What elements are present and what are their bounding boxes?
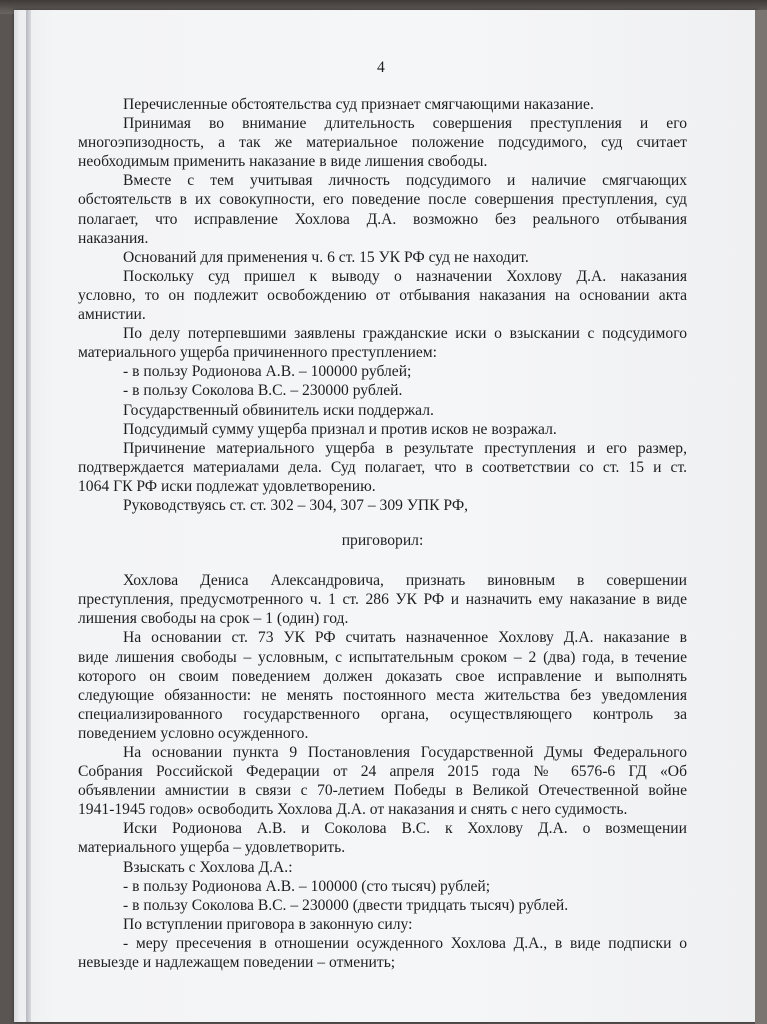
text-line: - в пользу Родионова А.В. – 100000 рублей;: [123, 363, 412, 381]
paragraph: [78, 420, 687, 439]
paragraph: [78, 571, 687, 628]
text-line: поведением условно осужденного.: [78, 724, 309, 742]
paragraph: [78, 819, 687, 857]
paragraph: [78, 743, 687, 819]
paragraph: [78, 439, 687, 496]
text-line: амнистии.: [78, 306, 146, 324]
text-line: Вместе с тем учитывая личность подсудимого и наличие смягчающих: [123, 172, 687, 190]
text-line: многоэпизодность, а так же материальное положение подсудимого, суд считает: [78, 134, 687, 152]
text-line: - меру пресечения в отношении осужденного Хохлова Д.А., в виде подписки о: [123, 934, 687, 952]
text-line: необходимым применить наказание в виде лишения свободы.: [78, 153, 488, 171]
text-line: невыезде и надлежащем поведении – отменить;: [78, 954, 396, 972]
paragraph: [78, 324, 687, 362]
paragraph: [78, 915, 687, 934]
document-body: [78, 95, 687, 972]
text-line: - в пользу Соколова В.С. – 230000 (двести тридцать тысяч) рублей.: [123, 896, 569, 914]
text-line: виде лишения свободы – условным, с испытательным сроком – 2 (два) года, в течение: [78, 648, 687, 666]
text-line: Взыскать с Хохлова Д.А.:: [123, 858, 293, 876]
text-line: Хохлова Дениса Александровича, признать виновным в совершении: [123, 572, 687, 590]
text-line: Оснований для применения ч. 6 ст. 15 УК РФ суд не находит.: [123, 248, 529, 266]
text-line: На основании пункта 9 Постановления Государственной Думы Федерального: [123, 744, 687, 761]
text-line: наказания.: [78, 229, 149, 247]
paragraph: [78, 877, 687, 896]
text-line: условно, то он подлежит освобождению от отбывания наказания на основании акта: [78, 286, 687, 304]
text-line: материального ущерба – удовлетворить.: [78, 839, 346, 857]
text-line: полагает, что исправление Хохлова Д.А. возможно без реального отбывания: [78, 210, 687, 228]
text-line: 1941-1945 годов» освободить Хохлова Д.А. от наказания и снять с него судимость.: [78, 801, 628, 819]
paragraph: [78, 248, 687, 267]
text-line: На основании ст. 73 УК РФ считать назначенное Хохлову Д.А. наказание в: [123, 629, 687, 647]
text-line: приговорил:: [341, 532, 424, 550]
text-line: объявлении амнистии в связи с 70-летием Победы в Великой Отечественной войне: [78, 782, 687, 800]
paragraph: [78, 496, 687, 515]
text-line: Причинение материального ущерба в результате преступления и его размер,: [123, 439, 687, 457]
text-line: подтверждается материалами дела. Суд полагает, что в соответствии со ст. 15 и ст.: [78, 458, 687, 476]
paragraph: [78, 381, 687, 400]
text-line: - в пользу Родионова А.В. – 100000 (сто тысяч) рублей;: [123, 877, 491, 895]
text-line: материального ущерба причиненного преступлением:: [78, 344, 437, 362]
paragraph: [78, 114, 687, 171]
paragraph: [78, 628, 687, 743]
text-line: Государственный обвинитель иски поддержал.: [123, 401, 434, 419]
paragraph: [78, 896, 687, 915]
text-line: Иски Родионова А.В. и Соколова В.С. к Хохлову Д.А. о возмещении: [123, 820, 687, 838]
page-binding-shadow: [26, 10, 31, 1022]
paragraph: [78, 401, 687, 420]
page-number: 4: [377, 59, 385, 76]
text-line: Поскольку суд пришел к выводу о назначении Хохлову Д.А. наказания: [123, 267, 687, 285]
paragraph: [78, 858, 687, 877]
paragraph: [78, 362, 687, 381]
text-line: Собрания Российской Федерации от 24 апреля 2015 года № 6576-6 ГД «Об: [78, 763, 687, 781]
text-line: следующие обязанности: не менять постоянного места жительства без уведомления: [78, 686, 687, 704]
text-line: Подсудимый сумму ущерба признал и против исков не возражал.: [123, 420, 557, 438]
text-line: - в пользу Соколова В.С. – 230000 рублей.: [123, 382, 403, 400]
paragraph: [78, 171, 687, 247]
text-line: Перечисленные обстоятельства суд признает смягчающими наказание.: [123, 96, 594, 113]
text-line: которого он своим поведением должен доказать свое исправление и выполнять: [78, 667, 687, 685]
text-line: 1064 ГК РФ иски подлежат удовлетворению.: [78, 477, 376, 495]
text-line: обстоятельств в их совокупности, его поведение после совершения преступления, суд: [78, 191, 687, 209]
text-line: Руководствуясь ст. ст. 302 – 304, 307 – 309 УПК РФ,: [123, 496, 469, 514]
text-line: преступления, предусмотренного ч. 1 ст. 286 УК РФ и назначить ему наказание в виде: [78, 591, 687, 609]
verdict-heading: [78, 531, 687, 550]
text-line: лишения свободы на срок – 1 (один) год.: [78, 610, 349, 628]
paragraph: [78, 934, 687, 972]
paragraph: [78, 95, 687, 114]
text-line: Принимая во внимание длительность совершения преступления и его: [123, 115, 687, 133]
text-line: специализированного государственного органа, осуществляющего контроль за: [78, 705, 687, 723]
text-line: По делу потерпевшими заявлены гражданские иски о взыскании с подсудимого: [123, 325, 687, 343]
paragraph: [78, 267, 687, 324]
text-line: По вступлении приговора в законную силу:: [123, 915, 413, 933]
background-right: [755, 10, 767, 1024]
